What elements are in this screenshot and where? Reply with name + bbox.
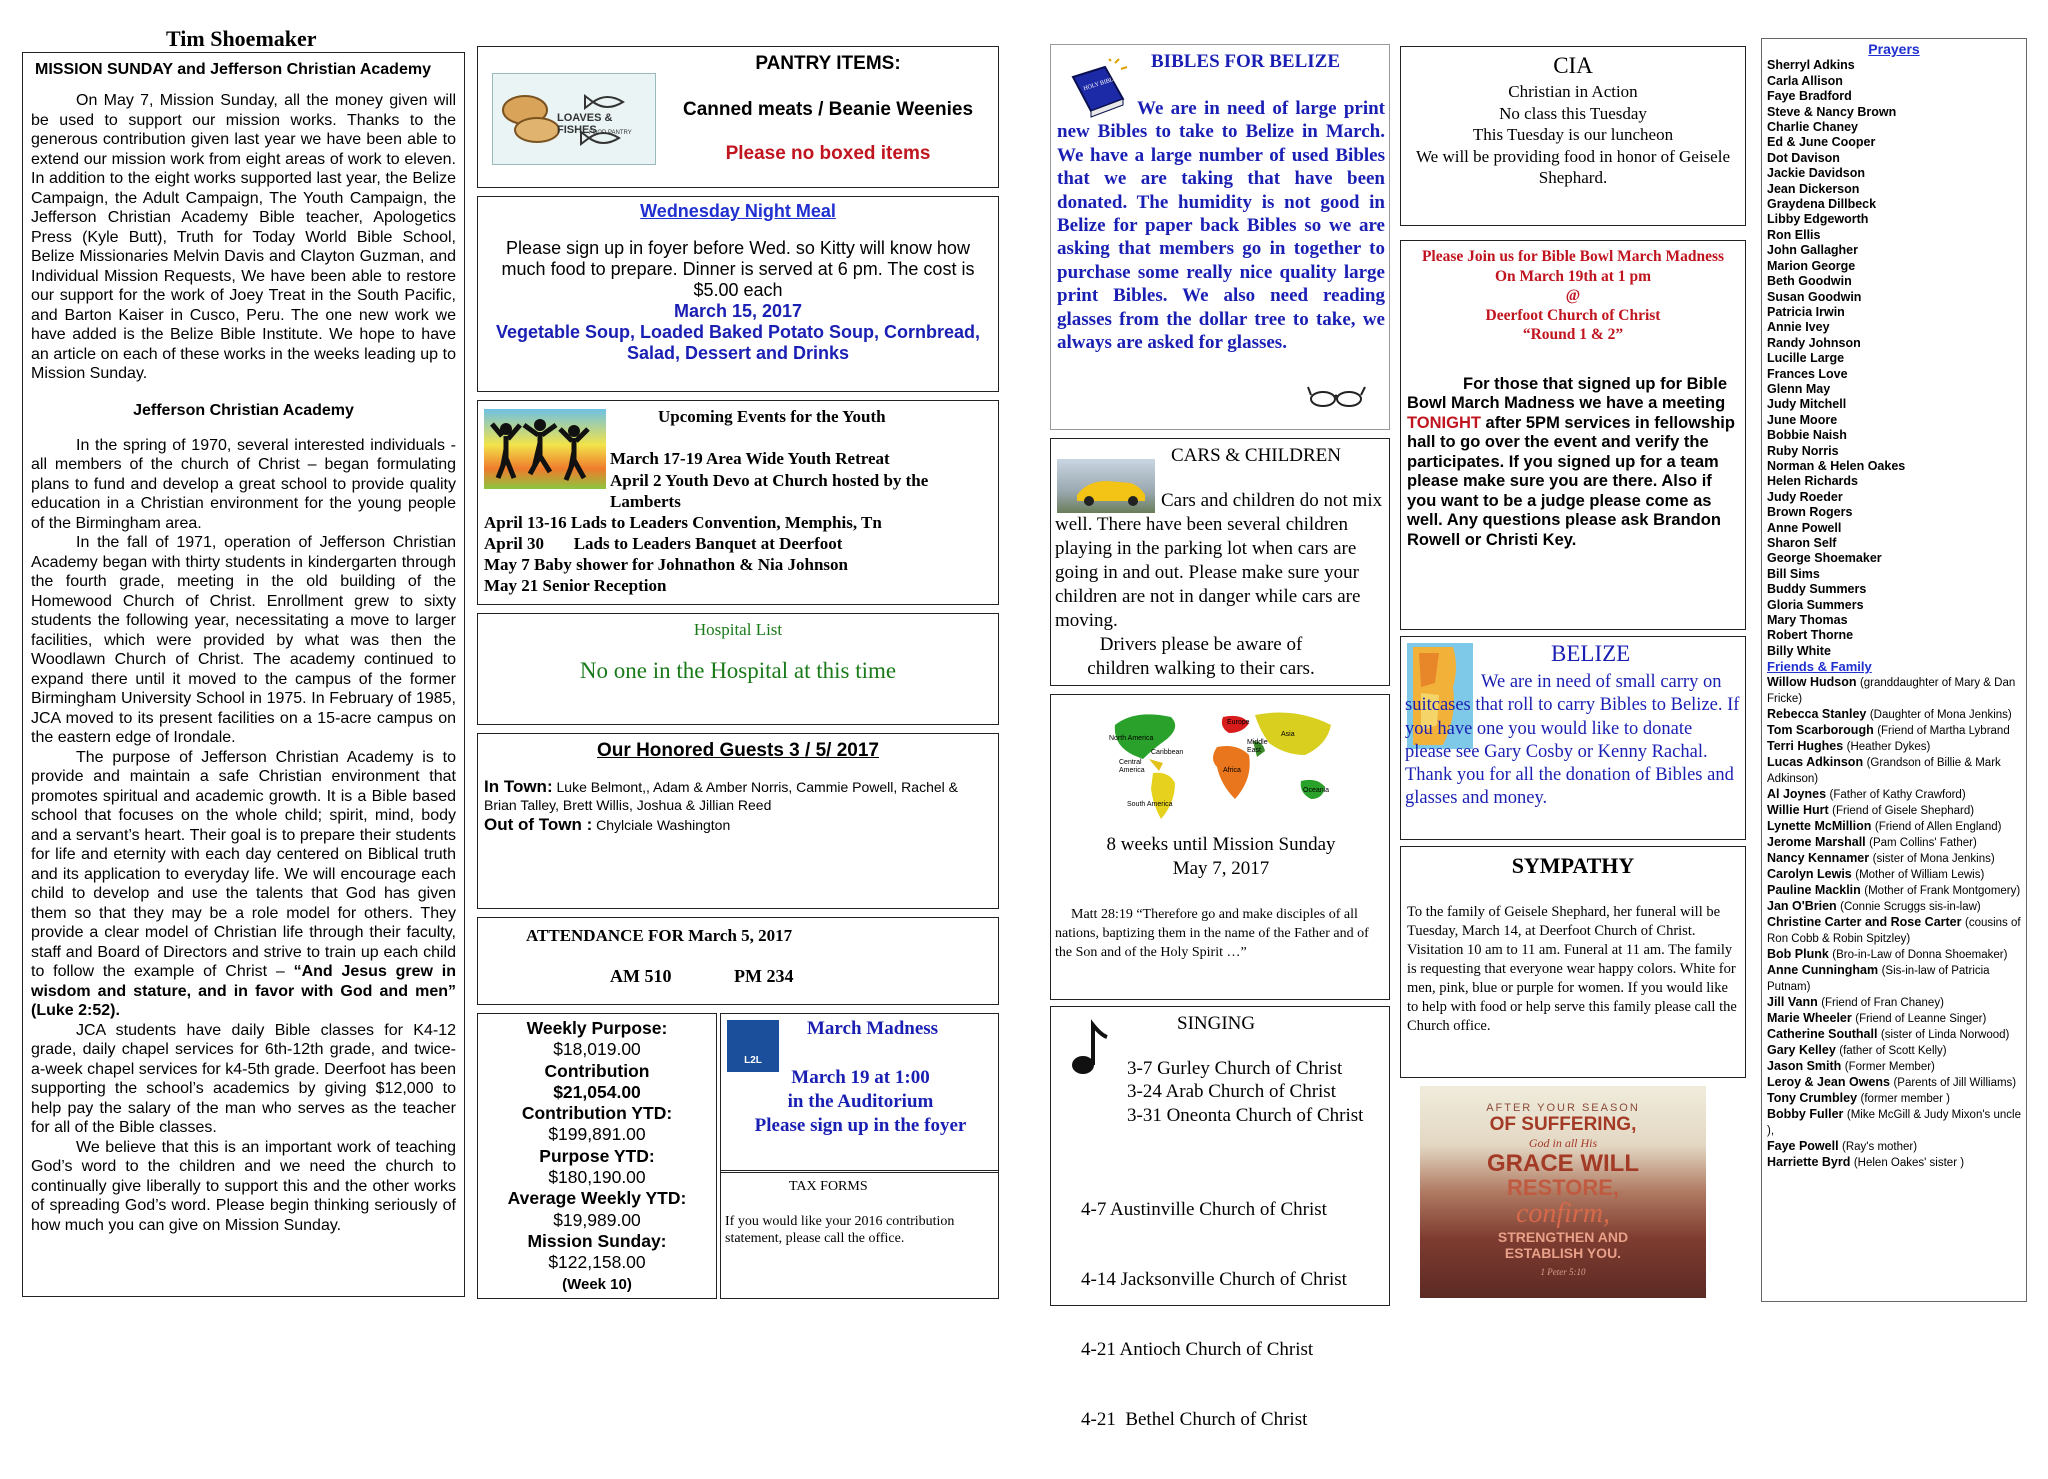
prayer-name: Ed & June Cooper [1767,135,1876,150]
friend-family-entry: Carolyn Lewis (Mother of William Lewis) [1767,866,1985,881]
prayer-name: Bill Sims [1767,566,1820,581]
contribution-value: $21,054.00 [553,1081,641,1102]
march-madness-line: March 19 at 1:00 in the Auditorium Please sign up in the foyer [754,1067,967,1136]
prayer-name: Anne Powell [1767,520,1842,535]
prayer-name: Helen Richards [1767,474,1859,489]
friend-family-entry: Rebecca Stanley (Daughter of Mona Jenkins) [1767,706,2012,721]
cars-children-box [1050,438,1390,686]
map-label: Central America [1119,759,1145,774]
cia-line: We will be providing food in honor of Geisele Shephard. [1415,146,1730,187]
weekly-purpose-label: Weekly Purpose: [526,1018,668,1038]
contribution-label: Contribution [544,1060,650,1081]
cia-line: No class this Tuesday [1499,103,1647,123]
friends-family-list [1767,675,2021,1171]
sympathy-box [1400,846,1746,1078]
guests-out-of-town: Out of Town : Chylciale Washington [484,815,731,834]
poster-line: AFTER YOUR SEASON [1486,1102,1640,1114]
meal-menu: Vegetable Soup, Loaded Baked Potato Soup, Cornbread, Salad, Dessert and Drinks [495,322,981,363]
map-label: Middle East [1247,739,1268,754]
mission-paragraph: On May 7, Mission Sunday, all the money given will be used to support our mission works. Thanks to the generous contribution given last year we have been able to extend our mission work from eight areas of work to eleven. In addition to the eight works supported last year, the Belize Campaign, the Adult Campaign, The Youth Campaign, the Jefferson Christian Academy Bible teacher, Apologetics Press (Kyle Butt), Truth for Today World Bible School, Belize Missionaries Melvin Davis and Clayton Guzman, and Individual Mission Requests, We have been able to restore our support for the work of Joey Treat in the South Pacific, and Barton Kaiser in Cusco, Peru. The one new work we have added is the Belize Bible Institute. We hope to have an article on each of these works in the weeks leading up to Mission Sunday. [31,92,456,382]
prayer-name: Gloria Summers [1767,597,1864,612]
meal-date: March 15, 2017 [673,301,803,321]
week-number: (Week 10) [562,1275,632,1293]
friend-family-entry: Al Joynes (Father of Kathy Crawford) [1767,786,1966,801]
cia-title: CIA [1553,53,1593,78]
poster-line: OF SUFFERING, [1489,1114,1637,1135]
glasses-icon [1307,381,1367,416]
contribution-ytd-value: $199,891.00 [548,1124,646,1145]
bible-cover-label: HOLY BIBLE [1082,75,1118,93]
prayer-name: Marion George [1767,258,1856,273]
friend-family-entry: Jill Vann (Friend of Fran Chaney) [1767,994,1944,1009]
bible-bowl-invite: Please Join us for Bible Bowl March Madness On March 19th at 1 pm @ Deerfoot Church of Christ “Round 1 & 2” [1421,248,1725,343]
friend-family-entry: Willie Hurt (Friend of Gisele Shephard) [1767,802,1975,817]
prayer-name: June Moore [1767,412,1838,427]
singing-item: 3-31 Oneonta Church of Christ [1127,1104,1364,1126]
avg-weekly-ytd-label: Average Weekly YTD: [507,1188,687,1209]
tax-title: TAX FORMS [789,1179,868,1194]
hospital-box [477,613,999,725]
map-label: Oceania [1303,787,1330,794]
pantry-note: Please no boxed items [725,143,931,164]
youth-event: May 21 Senior Reception [484,576,667,595]
singing-list-march [1127,1057,1363,1127]
prayer-name: Judy Mitchell [1767,397,1847,412]
prayer-name: Robert Thorne [1767,628,1854,643]
author-name: Tim Shoemaker [166,26,317,51]
prayer-name: Carla Allison [1767,73,1843,88]
prayer-name: Bobbie Naish [1767,428,1847,443]
friend-family-entry: Lynette McMillion (Friend of Allen England) [1767,818,2002,833]
wednesday-meal-box [477,196,999,392]
guests-in-town: In Town: Luke Belmont,, Adam & Amber Norris, Cammie Powell, Rachel & Brian Talley, Brett Willis, Joshua & Jillian Reed [484,777,958,813]
march-madness-box [720,1013,999,1173]
jca-paragraph: In the spring of 1970, several interested individuals - all members of the church of Christ – began formulating plans to fund and develop a great school to provide quality education in a Christian environment for the young people of the Birmingham area. [31,436,456,532]
singing-list-april [1081,1151,1347,1479]
pantry-items: Canned meats / Beanie Weenies [682,99,974,120]
meal-title: Wednesday Night Meal [640,201,836,221]
prayer-name: Randy Johnson [1767,335,1861,350]
singing-item: 3-24 Arab Church of Christ [1127,1081,1336,1103]
youth-events-box [477,400,999,605]
weekly-purpose-value: $18,019.00 [553,1039,641,1060]
avg-weekly-ytd-value: $19,989.00 [553,1209,641,1230]
cia-box [1400,46,1746,226]
cars-body: Cars and children do not mix well. There have been several children playing in the parking lot when cars are going in and out. Please make sure your children are not in danger while cars are moving. [1055,490,1383,631]
friend-family-entry: Catherine Southall (sister of Linda Norwood) [1767,1026,2010,1041]
friend-family-entry: Tom Scarborough (Friend of Martha Lybrand [1767,722,2010,737]
purpose-ytd-label: Purpose YTD: [539,1145,655,1166]
poster-line: ESTABLISH YOU. [1504,1245,1622,1261]
poster-line: GRACE WILL [1487,1150,1639,1177]
friend-family-entry: Bob Plunk (Bro-in-Law of Donna Shoemaker) [1767,946,2008,961]
mission-sunday-box [1050,694,1390,1000]
prayer-name: Jackie Davidson [1767,166,1865,181]
friend-family-entry: Bobby Fuller (Mike McGill & Judy Mixon's uncle ), [1767,1106,2021,1137]
scripture-poster [1420,1086,1706,1298]
purpose-ytd-value: $180,190.00 [548,1167,646,1188]
logo-text: LOAVES & FISHES [557,112,613,136]
jca-paragraph: In the fall of 1971, operation of Jefferson Christian Academy began with thirty students in kindergarten through the fourth grade, meeting in the old building of the Homewood Church of Christ. Enrollment grew to sixty students the following year, necessitating a move to larger facilities, which were provided by what was then the Woodlawn Church of Christ. The academy continued to expand there until it moved to the campus of the former Birmingham University School in 1975. In February of 1985, JCA moved to its present facilities on a 15-acre campus on the eastern edge of Irondale. [31,534,456,746]
youth-event: May 7 Baby shower for Johnathon & Nia Johnson [484,555,848,574]
singing-item: 4-7 Austinville Church of Christ [1081,1198,1327,1220]
prayer-name: Beth Goodwin [1767,274,1852,289]
youth-event: March 17-19 Area Wide Youth Retreat [610,449,890,468]
prayer-name: Steve & Nancy Brown [1767,104,1897,119]
meal-body: Please sign up in foyer before Wed. so Kitty will know how much food to prepare. Dinner is served at 6 pm. The cost is $5.00 each [501,238,975,300]
mission-sunday-article [22,52,465,1297]
prayer-name: George Shoemaker [1767,551,1882,566]
bibles-body: We are in need of large print new Bibles to take to Belize in March. We have a large number of used Bibles that we are taking that have been donated. The humidity is not good in Belize for paper back Bibles so we are asking that members go in together to purchase some really nice quality large print Bibles. We also need reading glasses from the dollar tree to take, we always are asked for glasses. [1057,98,1385,354]
prayer-name: Brown Rogers [1767,505,1853,520]
l2l-logo: L2L [727,1020,779,1072]
map-label: Asia [1281,731,1295,738]
prayer-name: Dot Davison [1767,150,1840,165]
mission-sunday-value: $122,158.00 [548,1252,646,1273]
hospital-body: No one in the Hospital at this time [579,658,897,683]
youth-photo [484,409,606,489]
map-label: Africa [1223,767,1241,774]
pantry-box [477,46,999,188]
poster-reference: 1 Peter 5:10 [1540,1267,1586,1277]
attendance-box [477,917,999,1005]
map-label: Europe [1227,719,1250,726]
youth-event: April 30 Lads to Leaders Banquet at Deerfoot [484,534,843,553]
cia-line: Christian in Action [1508,82,1638,101]
pantry-title: PANTRY ITEMS: [755,53,901,74]
prayer-name: Mary Thomas [1767,613,1848,628]
tax-body: If you would like your 2016 contribution statement, please call the office. [725,1214,955,1246]
friend-family-entry: Lucas Adkinson (Grandson of Billie & Mark Adkinson) [1767,754,2001,785]
bible-bowl-box [1400,240,1746,630]
singing-item: 4-21 Antioch Church of Christ [1081,1339,1314,1361]
friend-family-entry: Gary Kelley (father of Scott Kelly) [1767,1042,1947,1057]
prayer-name: Buddy Summers [1767,582,1867,597]
prayers-title: Prayers [1868,41,1920,57]
friend-family-entry: Jan O'Brien (Connie Scruggs sis-in-law) [1767,898,1981,913]
mission-sunday-label: Mission Sunday: [527,1230,667,1251]
prayer-name: Faye Bradford [1767,89,1852,104]
belize-body: We are in need of small carry on suitcases that roll to carry Bibles to Belize. If you have one you would like to donate please see Gary Cosby or Kenny Rachal. Thank you for all the donation of Bibles and glasses and money. [1405,672,1740,809]
attendance-am: AM 510 [610,966,672,986]
prayer-name: Norman & Helen Oakes [1767,458,1906,473]
prayer-name: Ron Ellis [1767,227,1821,242]
logo-subtext: FOOD PANTRY [589,130,632,136]
luke-quote: “And Jesus grew in wisdom and stature, and in favor with God and men” (Luke 2:52). [31,963,456,1019]
prayer-name: Jean Dickerson [1767,181,1860,196]
youth-event: April 13-16 Lads to Leaders Convention, Memphis, Tn [484,513,882,532]
singing-item: 4-21 Bethel Church of Christ [1081,1409,1308,1431]
map-label: Caribbean [1151,749,1184,756]
prayer-name: John Gallagher [1767,243,1858,258]
cars-closing: Drivers please be aware of children walking to their cars. [1087,634,1315,679]
friend-family-entry: Leroy & Jean Owens (Parents of Jill Williams) [1767,1074,2017,1089]
guests-title: Our Honored Guests 3 / 5/ 2017 [597,740,879,761]
prayer-name: Lucille Large [1767,351,1845,366]
sympathy-body: To the family of Geisele Shephard, her funeral will be Tuesday, March 14, at Deerfoot Church of Christ. Visitation 10 am to 11 am. Funeral at 11 am. The family is requesting that everyone wear happy colors. White for men, pink, blue or purple for women. If you would like to help with food or help serve this family please call the Church office. [1407,904,1737,1034]
tonight-highlight: TONIGHT [1407,413,1481,432]
youth-event: April 2 Youth Devo at Church hosted by the Lamberts [610,471,929,511]
singing-item: 4-14 Jacksonville Church of Christ [1081,1269,1347,1291]
prayer-name: Annie Ivey [1767,320,1830,335]
march-madness-title: March Madness [807,1018,939,1039]
hospital-title: Hospital List [693,620,783,639]
prayer-name: Judy Roeder [1767,489,1843,504]
poster-line: God in all His [1528,1136,1598,1150]
mission-title: MISSION SUNDAY and Jefferson Christian Academy [35,61,431,78]
friends-family-title: Friends & Family [1767,659,1872,675]
map-label: South America [1127,801,1173,808]
bibles-belize-box [1050,44,1390,430]
sympathy-title: SYMPATHY [1511,853,1635,878]
poster-line: confirm, [1515,1198,1611,1229]
prayer-name: Billy White [1767,643,1831,658]
jca-paragraph: JCA students have daily Bible classes for K4-12 grade, daily chapel services for 6th-12th grade, and twice-a-week chapel services for k4-5th grade. Deerfoot has been supporting the school’s academics by giving $12,000 to help pay the salary of the man who serves as the teacher for all of the Bible classes. [31,1021,456,1136]
friend-family-entry: Jason Smith (Former Member) [1767,1058,1935,1073]
prayer-name: Susan Goodwin [1767,289,1862,304]
jca-paragraph: The purpose of Jefferson Christian Academy is to provide and maintain a safe Christian environment that promotes spiritual and academic growth. It is a Bible based school that focuses on the whole child; spirit, mind, body and a servant’s heart. Their goal is to prepare their students for life and eternity with each day centered on Biblical truth and its application to everyday life. We will encourage each child to develop and use the talents that God has given them so that they may be a role model for others. They provide a clear model of Christian life through their faculty, staff and Board of Directors and strive to train up each child to follow the example of Christ – “And Jesus grew in wisdom and stature, and in favor with God and men” (Luke 2:52). [31,748,456,1019]
prayer-name: Libby Edgeworth [1767,212,1869,227]
mission-countdown: 8 weeks until Mission Sunday May 7, 2017 [1106,834,1336,879]
prayer-name: Graydena Dillbeck [1767,197,1877,212]
loaves-fishes-logo [492,73,656,165]
singing-box [1050,1006,1390,1431]
poster-line: RESTORE, [1506,1175,1620,1200]
prayer-name: Frances Love [1767,366,1848,381]
mission-verse: Matt 28:19 “Therefore go and make disciples of all nations, baptizing them in the name of the Father and of the Son and of the Holy Spirit …” [1055,907,1369,960]
singing-title: SINGING [1177,1013,1256,1034]
prayer-name: Patricia Irwin [1767,304,1845,319]
prayer-name: Ruby Norris [1767,443,1839,458]
poster-line: STRENGTHEN AND [1497,1229,1629,1245]
friend-family-entry: Willow Hudson (granddaughter of Mary & Dan Fricke) [1767,674,2016,705]
friend-family-entry: Harriette Byrd (Helen Oakes' sister ) [1767,1154,1965,1169]
friend-family-entry: Marie Wheeler (Friend of Leanne Singer) [1767,1010,1987,1025]
world-map [1105,705,1343,823]
contribution-ytd-label: Contribution YTD: [521,1103,673,1124]
friend-family-entry: Jerome Marshall (Pam Collins' Father) [1767,834,1977,849]
tax-forms-box [720,1170,999,1299]
map-label: North America [1109,735,1154,742]
jca-paragraph: We believe that this is an important work of teaching God’s word to the children and we need the church to continually give liberally to support this and the other works of spreading God’s word. Please begin thinking seriously of how much you can give on Mission Sunday. [31,1138,456,1234]
music-note-icon [1069,1021,1109,1083]
friend-family-entry: Nancy Kennamer (sister of Mona Jenkins) [1767,850,1995,865]
youth-title: Upcoming Events for the Youth [658,407,886,426]
belize-box [1400,636,1746,840]
belize-title: BELIZE [1551,641,1631,666]
friend-family-entry: Pauline Macklin (Mother of Frank Montgomery) [1767,882,2021,897]
prayer-name: Charlie Chaney [1767,120,1859,135]
singing-item: 3-7 Gurley Church of Christ [1127,1058,1343,1079]
friend-family-entry: Anne Cunningham (Sis-in-law of Patricia Putnam) [1767,962,1990,993]
attendance-title: ATTENDANCE FOR March 5, 2017 [526,926,793,945]
prayer-name: Glenn May [1767,381,1831,396]
honored-guests-box [477,733,999,909]
prayer-name: Sharon Self [1767,536,1837,550]
attendance-pm: PM 234 [734,966,794,986]
friend-family-entry: Tony Crumbley (former member ) [1767,1090,1950,1105]
friend-family-entry: Terri Hughes (Heather Dykes) [1767,738,1931,753]
bible-bowl-body: For those that signed up for Bible Bowl March Madness we have a meeting TONIGHT after 5PM services in fellowship hall to go over the event and verify the participates. If you signed up for a team please make sure you are there. Also if you want to be a judge please come as well. Any questions please ask Brandon Rowell or Christi Key. [1407,374,1735,549]
prayer-name: Sherryl Adkins [1767,58,1855,73]
bibles-title: BIBLES FOR BELIZE [1151,51,1341,72]
friend-family-entry: Christine Carter and Rose Carter (cousins of Ron Cobb & Robin Spitzley) [1767,914,2021,945]
friend-family-entry: Faye Powell (Ray's mother) [1767,1138,1918,1153]
cia-line: This Tuesday is our luncheon [1472,125,1674,144]
prayers-box [1761,38,2027,1302]
finance-box [477,1013,717,1299]
jca-subtitle: Jefferson Christian Academy [133,401,354,419]
cars-title: CARS & CHILDREN [1171,445,1341,466]
prayer-list [1767,58,2021,659]
